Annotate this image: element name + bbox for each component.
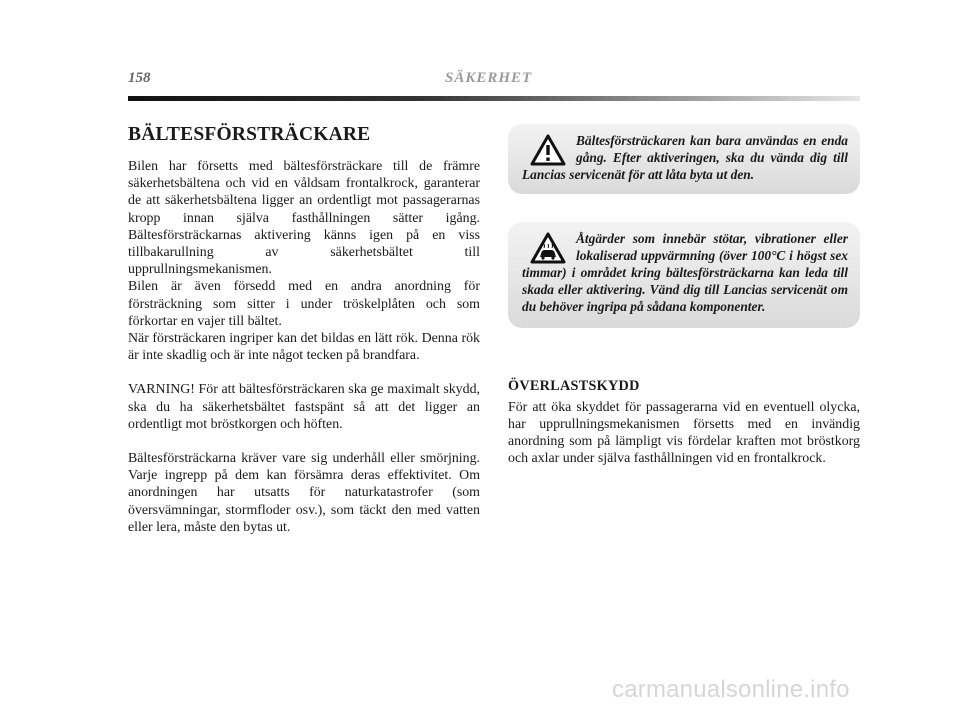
notice-box-hazard [508,222,860,328]
watermark: carmanualsonline.info [612,676,850,703]
second-device-paragraph: Bilen är även försedd med en andra anordning för försträckning som sitter i under tröskelplåten och som förkortar en vajer till bältet. [128,279,480,329]
header-rule [128,96,860,101]
smoke-paragraph: När försträckaren ingriper kan det bildas en lätt rök. Denna rök är inte skadlig och är inte något tecken på brandfara. [128,331,480,364]
maintenance-paragraph: Bältesförsträckarna kräver vare sig underhåll eller smörjning. Varje ingrepp på dem kan försämra deras effektivitet. Om anordningen har utsatts för naturkatastrofer (som översvämningar, stormfloder osv.), som täckt den med vatten eller lera, måste den bytas ut. [128,451,480,535]
notice-box-warning [508,124,860,194]
car-hazard-icon [530,232,566,264]
right-column [508,124,860,467]
section-title: BÄLTESFÖRSTRÄCKARE [128,124,371,145]
overload-paragraph: För att öka skyddet för passagerarna vid en eventuell olycka, har upprullningsmekanismen försetts med en invändig anordning som på lämpligt vis fördelar kraften mot bröstkorg och axlar under själva fasthållningen vid en frontalkrock. [508,399,860,467]
warning-triangle-icon [530,134,566,166]
running-header: SÄKERHET [445,70,533,86]
notice-text-hazard: Åtgärder som innebär stötar, vibrationer eller lokaliserad uppvärmning (över 100°C i högst sex timmar) i området kring bältesförsträckarna kan leda till skada eller aktivering. Vänd dig till Lancias servicenät om du behöver ingripa på sådana komponenter. [522,230,848,315]
left-column [128,124,480,536]
intro-paragraph: Bilen har försetts med bältesförsträckare till de främre säkerhetsbältena och vid en våldsam frontalkrock, garanterar de att säkerhetsbältena ligger an ordentligt mot passagerarnas kropp innan själva fasthållningen sätter igång. Bältesförsträckarnas aktivering känns igen på en viss tillbakarullning av säkerhetsbältet till upprullningsmekanismen. [128,159,480,278]
notice-text-warning: Bältesförsträckaren kan bara användas en enda gång. Efter aktiveringen, ska du vända dig till Lancias servicenät för att låta byta ut den. [522,133,848,183]
warning-paragraph: VARNING! För att bältesförsträckaren ska ge maximalt skydd, ska du ha säkerhetsbältet fastspänt så att det ligger an ordentligt mot bröstkorgen och höften. [128,382,480,432]
overload-title: ÖVERLASTSKYDD [508,377,640,394]
page-number: 158 [128,70,151,86]
